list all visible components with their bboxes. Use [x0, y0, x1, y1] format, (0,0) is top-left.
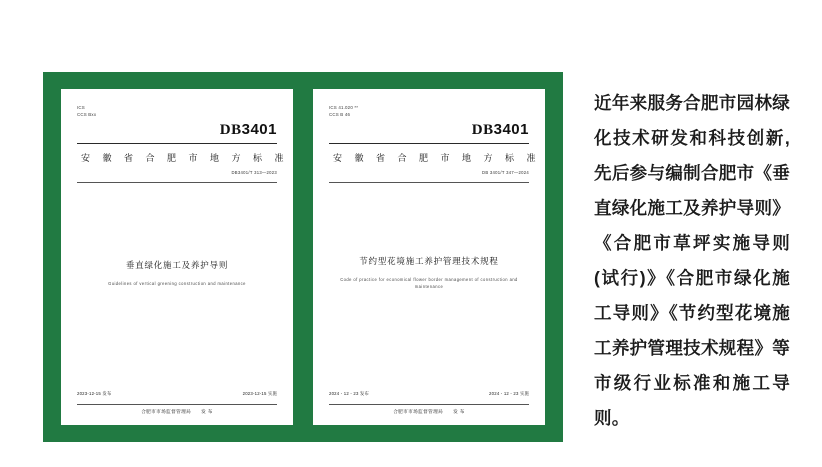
db-logo-prefix: DB	[219, 122, 242, 139]
cover-inner	[77, 105, 289, 415]
standard-header-title: 安 徽 省 合 肥 市 地 方 标 准	[333, 153, 541, 164]
issue-date: 2023-12-15 发布	[77, 391, 112, 396]
document-title-en: Code of practice for economical flower border management of construction and maintenance	[340, 277, 518, 289]
ics-line-1: ICS	[77, 105, 85, 110]
ics-block	[329, 105, 529, 118]
cover-title-block	[329, 183, 529, 391]
db-logo	[77, 121, 277, 139]
standard-header-title: 安 徽 省 合 肥 市 地 方 标 准	[81, 153, 289, 164]
issuer-name: 合肥市市场监督管理局	[393, 409, 444, 414]
standard-cover-flower-border	[313, 89, 545, 425]
cover-title-block	[77, 183, 277, 391]
standard-cover-vertical-greening	[61, 89, 293, 425]
issuer-line	[77, 409, 277, 415]
db-logo-number: 3401	[493, 121, 529, 139]
document-title-en: Guidelines of vertical greening construction and maintenance	[108, 280, 246, 286]
db-logo-prefix: DB	[471, 122, 494, 139]
db-logo-number: 3401	[241, 121, 277, 139]
ccs-line-2: CCS B 46	[329, 111, 351, 117]
issuer-suffix: 发 布	[201, 409, 213, 414]
issuer-line	[329, 409, 529, 415]
article-paragraph: 近年来服务合肥市园林绿化技术研发和科技创新,先后参与编制合肥市《垂直绿化施工及养护导则》《合肥市草坪实施导则(试行)》《合肥市绿化施工导则》《节约型花境施工养护管理技术规程》等市级行业标准和施工导则。	[594, 93, 790, 428]
divider-top	[329, 143, 529, 144]
ics-block	[77, 105, 277, 118]
standard-code: DB 3401/T 347—2024	[482, 170, 529, 176]
dates-row	[77, 391, 277, 397]
document-title-cn: 节约型花境施工养护管理技术规程	[359, 256, 499, 267]
divider-top	[77, 143, 277, 144]
document-title-cn: 垂直绿化施工及养护导则	[125, 259, 229, 270]
issue-date: 2024 - 12 - 23 发布	[329, 391, 369, 396]
standard-code: DB3401/T 313—2023	[231, 170, 277, 176]
issuer-suffix: 发 布	[453, 409, 465, 414]
issuer-name: 合肥市市场监督管理局	[141, 409, 192, 414]
db-logo	[329, 121, 529, 139]
effective-date: 2023-12-15 实施	[242, 391, 277, 396]
standards-image-panel	[43, 72, 563, 442]
dates-row	[329, 391, 529, 397]
ics-line-1: ICS 41.020 **	[329, 105, 359, 110]
divider-bottom	[77, 404, 277, 405]
effective-date: 2024 - 12 - 23 实施	[489, 391, 529, 396]
cover-inner	[329, 105, 541, 415]
divider-bottom	[329, 404, 529, 405]
article-text-column	[594, 86, 790, 436]
ccs-line-2: CCS Bxx	[77, 111, 97, 117]
